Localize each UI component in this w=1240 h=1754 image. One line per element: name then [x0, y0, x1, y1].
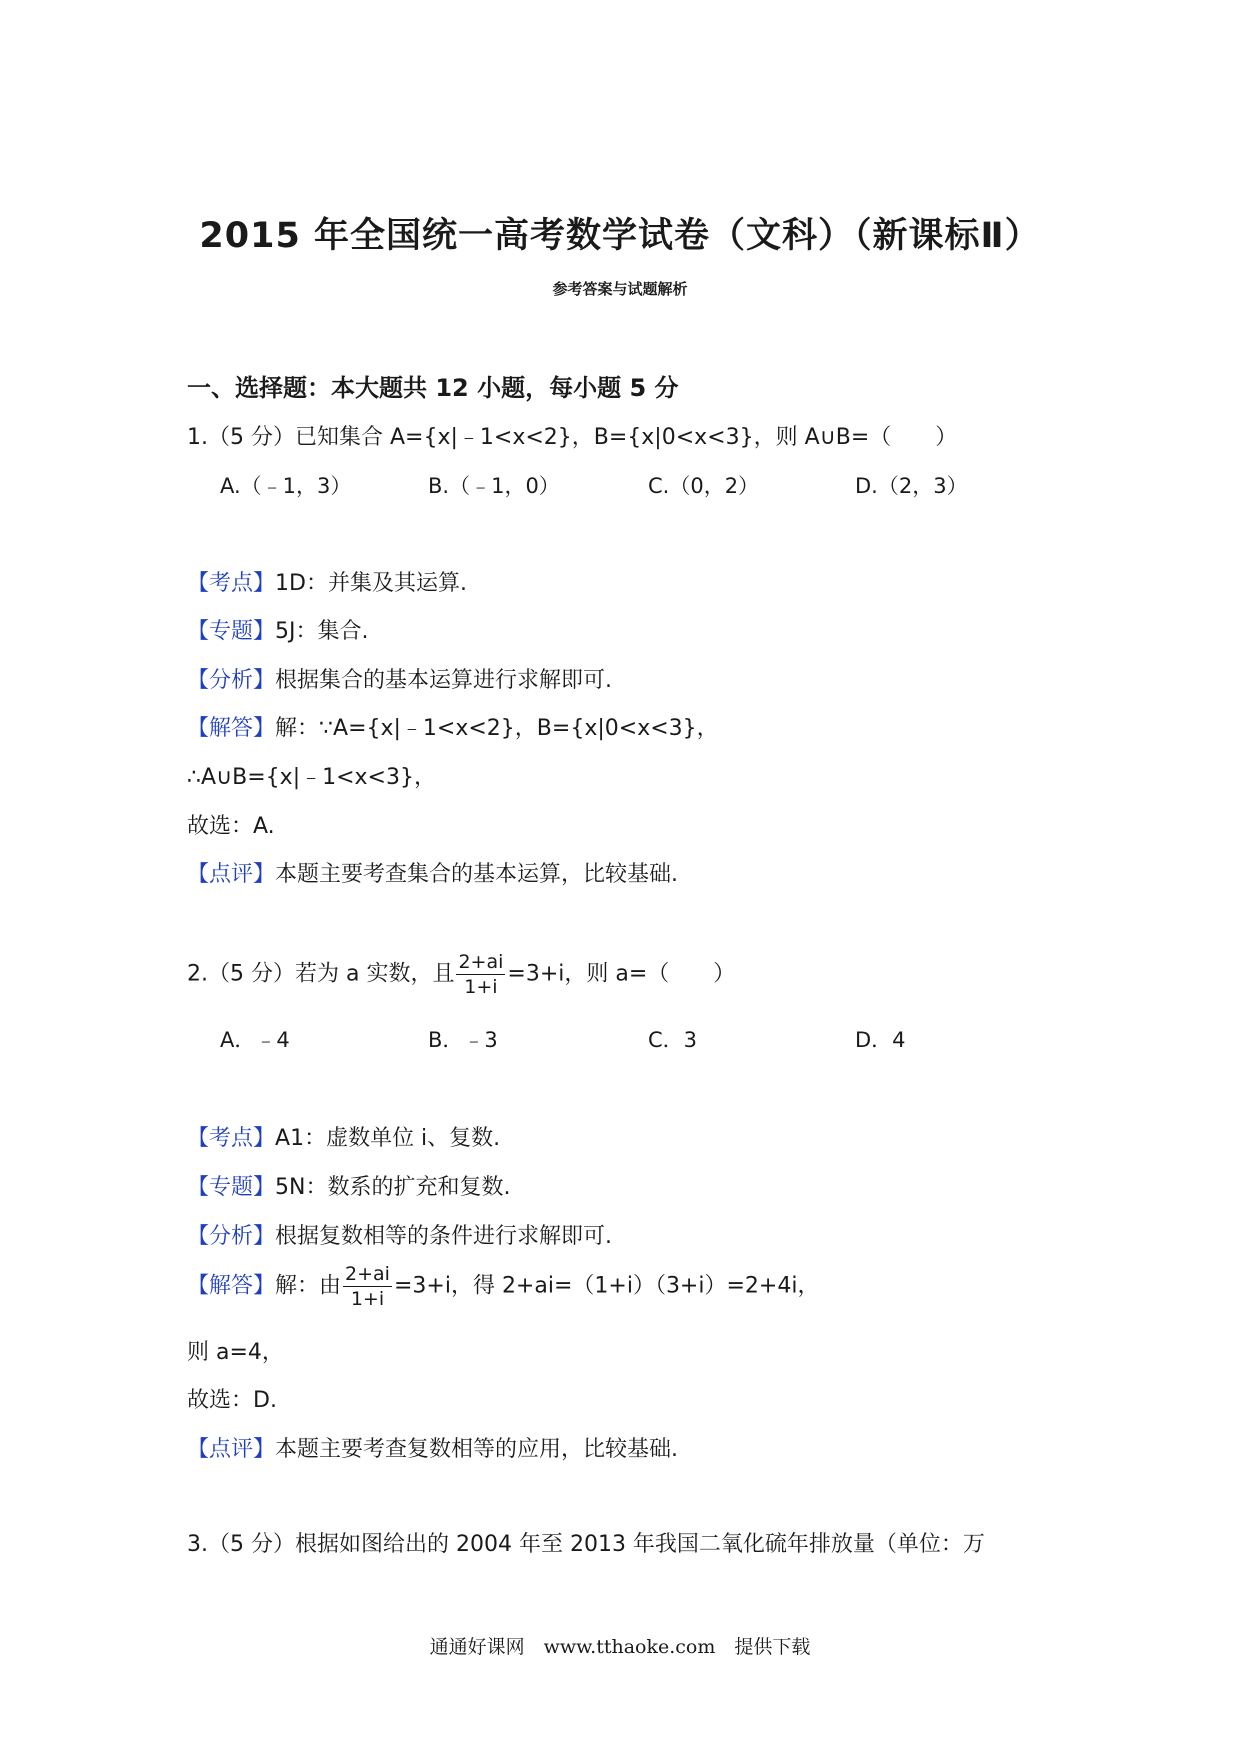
- jieda-tag: 【解答】: [187, 716, 276, 741]
- page-subtitle: 参考答案与试题解析: [552, 280, 688, 298]
- kaodian-text: 1D：并集及其运算.: [275, 571, 467, 596]
- q1-choice-c: C.（0，2）: [648, 474, 760, 498]
- fenxi-text: 根据复数相等的条件进行求解即可.: [275, 1224, 613, 1249]
- dianping-text: 本题主要考查集合的基本运算，比较基础.: [275, 862, 679, 887]
- page-title: 2015 年全国统一高考数学试卷（文科）（新课标Ⅱ）: [199, 216, 1041, 256]
- q2-jieda: [187, 1262, 819, 1311]
- q1-zhuanti: [187, 614, 369, 645]
- zhuanti-tag: 【专题】: [187, 619, 276, 644]
- q2-choice-c: C．3: [648, 1028, 698, 1052]
- q2-solution-fraction-denominator: 1+i: [350, 1288, 385, 1310]
- q2-fenxi: [187, 1219, 612, 1250]
- fenxi-tag: 【分析】: [187, 668, 276, 693]
- q2-kaodian: [187, 1121, 500, 1152]
- q1-solution-line-2: ∴A∪B={x|﹣1<x<3}，: [187, 765, 436, 790]
- q2-stem-prefix: 2.（5 分）若为 a 实数，且: [187, 961, 455, 987]
- kaodian-tag: 【考点】: [187, 1126, 276, 1151]
- q2-solution-line-3: 故选：D.: [187, 1388, 277, 1413]
- q1-stem: 1.（5 分）已知集合 A={x|﹣1<x<2}，B={x|0<x<3}，则 A∪B=（ ）: [187, 425, 958, 450]
- jieda-text: 解：∵A={x|﹣1<x<2}，B={x|0<x<3}，: [275, 716, 719, 741]
- q2-fraction-denominator: 1+i: [464, 976, 498, 998]
- q2-dianping: [187, 1432, 678, 1463]
- q1-choice-a: A.（﹣1，3）: [220, 474, 352, 498]
- q2-choice-d: D．4: [855, 1028, 906, 1052]
- q3-stem: 3.（5 分）根据如图给出的 2004 年至 2013 年我国二氧化硫年排放量（单位：万: [187, 1532, 985, 1557]
- dianping-text: 本题主要考查复数相等的应用，比较基础.: [275, 1437, 679, 1462]
- fenxi-tag: 【分析】: [187, 1224, 276, 1249]
- q2-stem: [187, 950, 735, 999]
- page-footer: 通通好课网 www.tthaoke.com 提供下载: [429, 1636, 811, 1658]
- q2-solution-fraction: [343, 1262, 392, 1311]
- dianping-tag: 【点评】: [187, 1437, 276, 1462]
- q1-kaodian: [187, 566, 467, 597]
- q1-solution-line-3: 故选：A.: [187, 814, 275, 839]
- q2-solution-line-2: 则 a=4，: [187, 1340, 284, 1365]
- zhuanti-text: 5N：数系的扩充和复数.: [275, 1175, 511, 1200]
- q1-fenxi: [187, 663, 612, 694]
- fenxi-text: 根据集合的基本运算进行求解即可.: [275, 668, 613, 693]
- q2-stem-suffix: =3+i，则 a=（ ）: [507, 961, 736, 987]
- kaodian-text: A1：虚数单位 i、复数.: [275, 1126, 501, 1151]
- q1-choice-b: B.（﹣1，0）: [428, 474, 560, 498]
- q1-jieda: [187, 711, 719, 742]
- jieda-tag: 【解答】: [187, 1273, 276, 1299]
- kaodian-tag: 【考点】: [187, 571, 276, 596]
- q2-solution-fraction-numerator: 2+ai: [345, 1263, 390, 1285]
- jieda-suffix: =3+i，得 2+ai=（1+i）（3+i）=2+4i，: [393, 1273, 820, 1299]
- q2-choice-a: A．﹣4: [220, 1028, 290, 1052]
- q2-fraction-numerator: 2+ai: [458, 951, 504, 973]
- zhuanti-tag: 【专题】: [187, 1175, 276, 1200]
- q1-dianping: [187, 857, 678, 888]
- jieda-prefix: 解：由: [275, 1273, 342, 1299]
- dianping-tag: 【点评】: [187, 862, 276, 887]
- zhuanti-text: 5J：集合.: [275, 619, 369, 644]
- q2-fraction: [456, 950, 505, 999]
- q2-choice-b: B．﹣3: [428, 1028, 498, 1052]
- section-heading: 一、选择题：本大题共 12 小题，每小题 5 分: [187, 374, 679, 402]
- q2-zhuanti: [187, 1170, 510, 1201]
- q1-choice-d: D.（2，3）: [855, 474, 968, 498]
